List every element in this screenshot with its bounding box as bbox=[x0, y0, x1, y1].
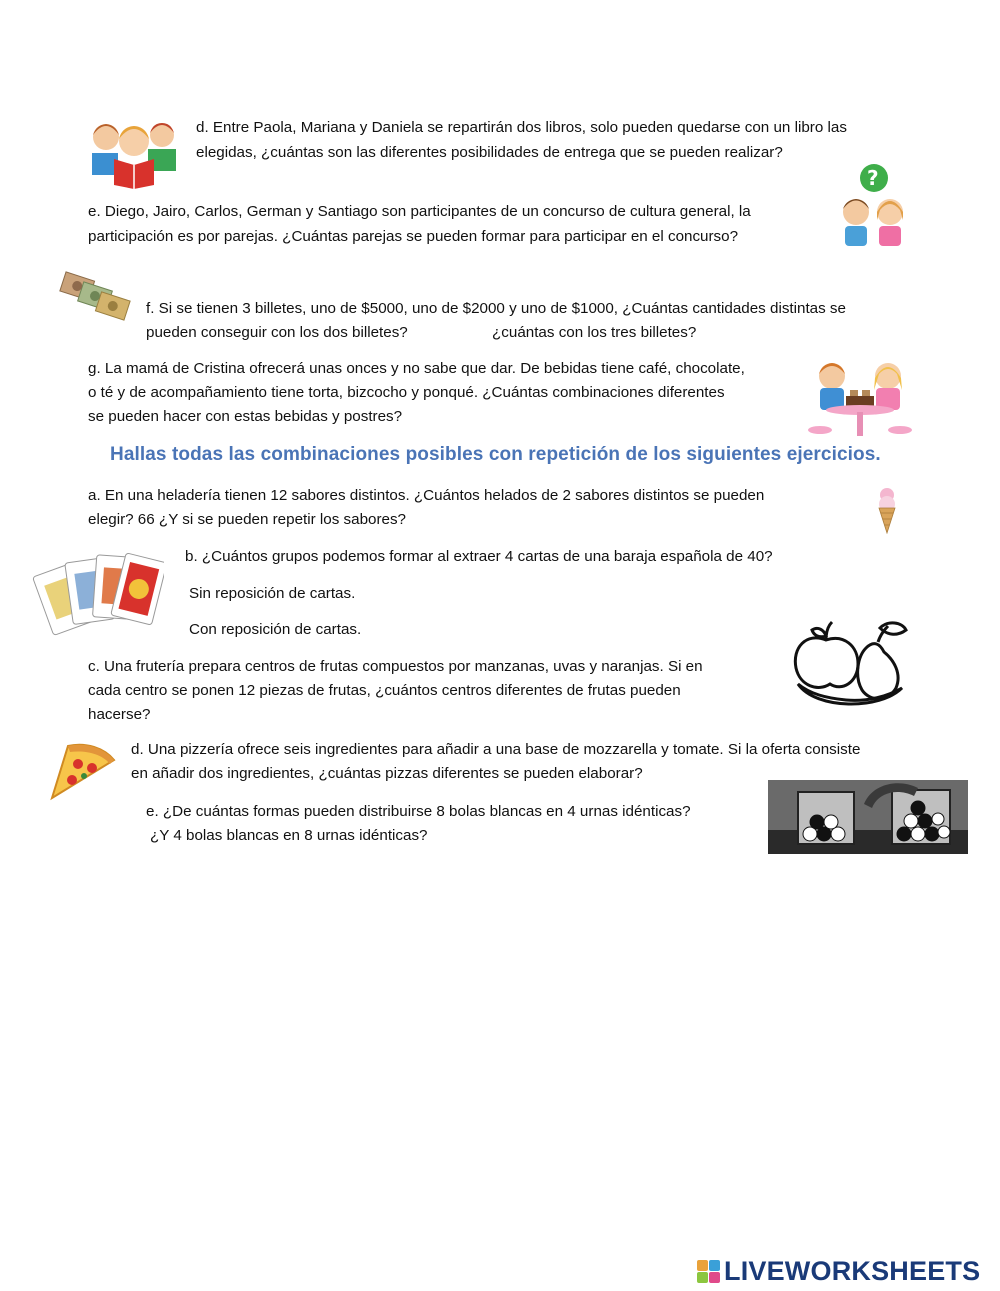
problem-g-line1: g. La mamá de Cristina ofrecerá unas onces y no sabe que dar. De bebidas tiene café, chocolate, bbox=[88, 360, 745, 377]
problem-g-line3: se pueden hacer con estas bebidas y postres? bbox=[88, 408, 403, 425]
logo-text: LIVEWORKSHEETS bbox=[724, 1255, 981, 1286]
problem-f-line2b: ¿cuántas con los tres billetes? bbox=[492, 324, 697, 341]
problem-e2-line1: e. ¿De cuántas formas pueden distribuirse 8 bolas blancas en 4 urnas idénticas? bbox=[146, 803, 691, 820]
problem-b-line3: Con reposición de cartas. bbox=[189, 621, 362, 638]
problem-d-line1: d. Entre Paola, Mariana y Daniela se repartirán dos libros, solo pueden quedarse con un libro las bbox=[196, 119, 847, 136]
problem-d2-line2: en añadir dos ingredientes, ¿cuántas pizzas diferentes se pueden elaborar? bbox=[131, 765, 643, 782]
problem-e-line1: e. Diego, Jairo, Carlos, German y Santiago son participantes de un concurso de cultura general, la bbox=[88, 203, 751, 220]
problem-a-line2: elegir? 66 ¿Y si se pueden repetir los sabores? bbox=[88, 511, 407, 528]
problem-c-line2: cada centro se ponen 12 piezas de frutas, ¿cuántos centros diferentes de frutas pueden bbox=[88, 682, 681, 699]
liveworksheets-logo bbox=[697, 1255, 980, 1287]
problem-f-line2a: pueden conseguir con los dos billetes? bbox=[146, 324, 408, 341]
banknotes-illustration bbox=[56, 268, 134, 324]
problem-b-line1: b. ¿Cuántos grupos podemos formar al extraer 4 cartas de una baraja española de 40? bbox=[185, 548, 773, 565]
problem-g-line2: o té y de acompañamiento tiene torta, bizcocho y ponqué. ¿Cuántas combinaciones diferentes bbox=[88, 384, 725, 401]
children-tea-party-illustration bbox=[806, 356, 914, 440]
problem-d2-line1: d. Una pizzería ofrece seis ingredientes para añadir a una base de mozzarella y tomate. Si la oferta consiste bbox=[131, 741, 861, 758]
problem-d-line2: elegidas, ¿cuántas son las diferentes posibilidades de entrega que se pueden realizar? bbox=[196, 144, 783, 161]
problem-b-line2: Sin reposición de cartas. bbox=[189, 585, 356, 602]
problem-c-line3: hacerse? bbox=[88, 706, 151, 723]
problem-c-line1: c. Una frutería prepara centros de frutas compuestos por manzanas, uvas y naranjas. Si en bbox=[88, 658, 703, 675]
pizza-slice-illustration bbox=[46, 738, 118, 802]
children-question-mark-illustration bbox=[836, 162, 912, 248]
problem-a-line1: a. En una heladería tienen 12 sabores distintos. ¿Cuántos helados de 2 sabores distintos se pueden bbox=[88, 487, 765, 504]
fruits-outline-illustration bbox=[788, 618, 910, 710]
problem-e-line2: participación es por parejas. ¿Cuántas parejas se pueden formar para participar en el concurso? bbox=[88, 228, 739, 245]
svg-text:?: ? bbox=[867, 166, 879, 190]
problem-f-line1: f. Si se tienen 3 billetes, uno de $5000, uno de $2000 y uno de $1000, ¿Cuántas cantidades distintas se bbox=[146, 300, 846, 317]
urns-with-balls-illustration bbox=[768, 774, 968, 854]
children-reading-books-illustration bbox=[86, 115, 182, 189]
ice-cream-cone-illustration bbox=[876, 486, 898, 534]
section-heading: Hallas todas las combinaciones posibles con repetición de los siguientes ejercicios. bbox=[110, 444, 881, 465]
liveworksheets-logo-icon bbox=[697, 1260, 720, 1283]
problem-e2-line2: ¿Y 4 bolas blancas en 8 urnas idénticas? bbox=[150, 827, 428, 844]
spanish-playing-cards-illustration bbox=[30, 544, 164, 644]
